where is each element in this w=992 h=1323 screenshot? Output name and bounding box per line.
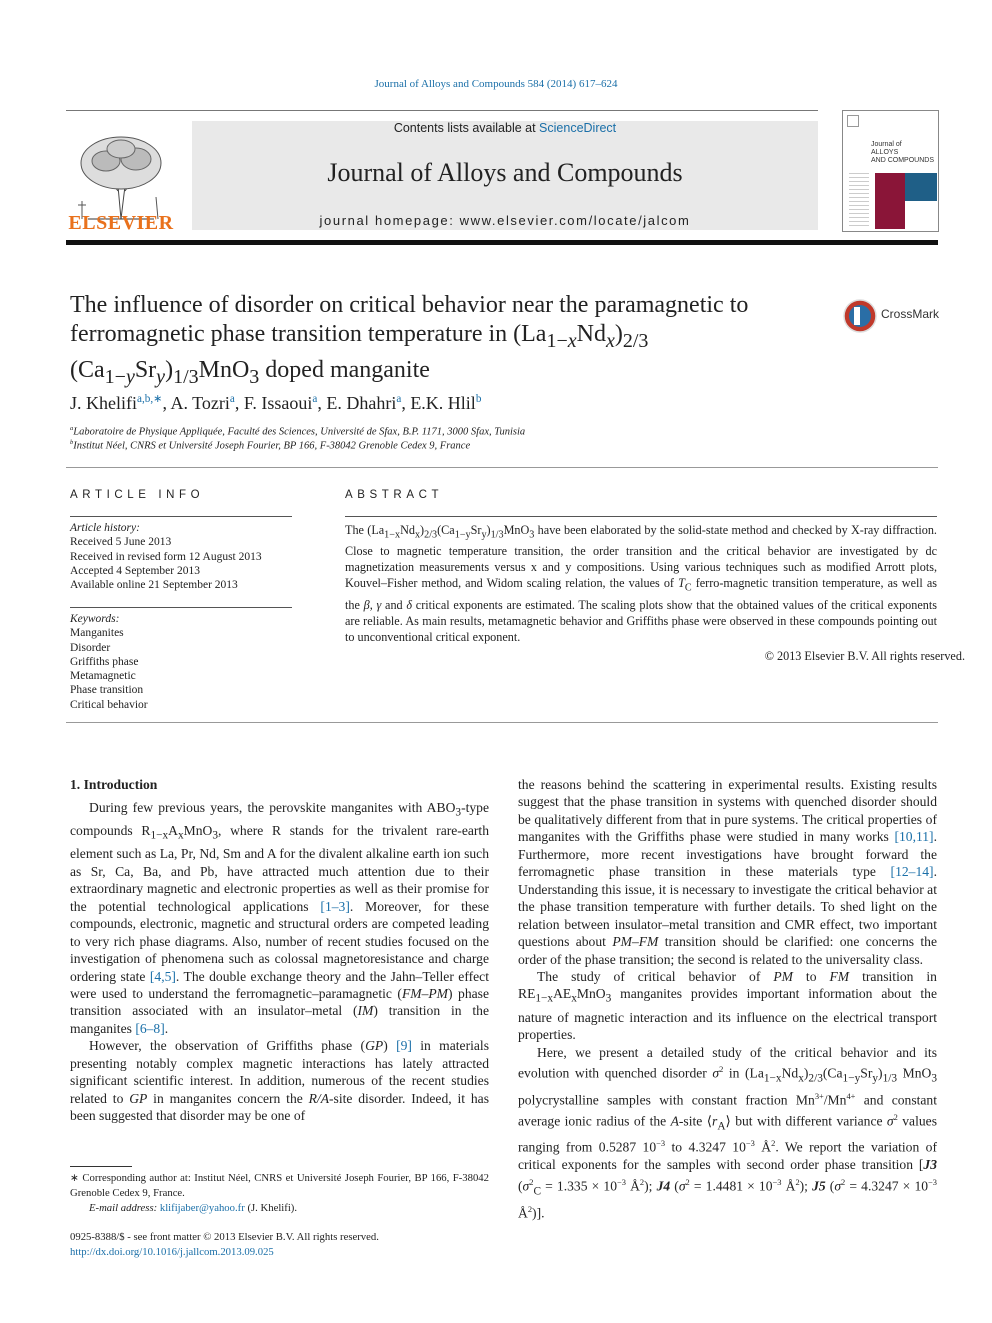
abstract-rule xyxy=(345,516,937,517)
paragraph: The study of critical behavior of PM to FM transition in $RE_{1-x}AE_xMnO_3$ manganites provides important information about the nature of magnetic interaction and its influence on the electrical transport properties. xyxy=(518,968,937,1043)
cover-line-3: AND COMPOUNDS xyxy=(871,157,935,164)
title-sub: 1/3 xyxy=(173,365,199,388)
title-text: Sr xyxy=(134,356,157,383)
title-sub-part: 1− xyxy=(546,329,568,352)
history-item: Received 5 June 2013 xyxy=(70,536,172,549)
title-sub xyxy=(546,330,576,352)
keyword: Phase transition xyxy=(70,684,144,697)
author-separator: , xyxy=(401,393,411,413)
paragraph: During few previous years, the perovskite manganites with $ABO_3$-type compounds $R_{1-x}A_xMnO_3$, where R stands for the trivalent rare-earth element such as La, Pr, Nd, Sm and A for the divalent alkaline earth ion such as Sr, Ca, Ba, and Pb, have attracted much attention due to their extraordinary magnetic and electronic properties as well as their promise for the potential technological applications [1–3]. Moreover, for these compounds, electronic, magnetic and structural orders are competed leading to very rich phase diagrams. Also, number of recent studies focused on the investigation of phenomena such as colossal magnetoresistance and charge ordering state [4,5]. The double exchange theory and the Jahn–Teller effect were used to understand the ferromagnetic–paramagnetic (FM–PM) phase transition associated with an insulator–metal (IM) transition in the manganites [6–8]. xyxy=(70,800,490,1036)
cover-title xyxy=(871,141,935,165)
footnote-corresponding xyxy=(70,1171,489,1201)
keyword: Critical behavior xyxy=(70,698,148,711)
title-text: The influence of disorder on critical behavior near the paramagnetic to ferromagnetic phase transition temperature in (La xyxy=(70,292,749,347)
cover-line-2: ALLOYS xyxy=(871,149,899,156)
body-column-right xyxy=(518,776,937,1221)
cover-red-block xyxy=(875,173,905,201)
article-history xyxy=(70,521,300,592)
email-label: E-mail address: xyxy=(89,1202,160,1214)
homepage-prefix: journal homepage: xyxy=(319,213,460,228)
bottom-info xyxy=(70,1230,489,1259)
author-affiliation-link[interactable]: a xyxy=(229,393,235,405)
author-name: E. Dhahri xyxy=(326,393,397,413)
keywords xyxy=(70,612,300,712)
citation-link[interactable]: [4,5] xyxy=(149,968,176,984)
author-separator: , xyxy=(234,393,244,413)
footnote-text: Corresponding author at: Institut Néel, CNRS et Université Joseph Fourier, BP 166, F-38042 Grenoble Cedex 9, France. xyxy=(70,1172,489,1199)
article-title xyxy=(70,291,810,392)
title-sub-var: y xyxy=(156,365,166,388)
body-column-left xyxy=(70,799,489,1125)
keyword: Disorder xyxy=(70,641,111,654)
author-affiliation-link[interactable]: b xyxy=(475,393,482,405)
article-info-rule xyxy=(70,607,292,608)
history-label: Article history: xyxy=(70,522,140,534)
author-name: F. Issaoui xyxy=(243,393,313,413)
footnote-rule xyxy=(70,1166,132,1167)
citation-link[interactable]: [1–3] xyxy=(320,898,350,914)
journal-reference-link[interactable]: Journal of Alloys and Compounds 584 (2014) 617–624 xyxy=(374,78,618,90)
abstract-text: The $(La_{1-x}Nd_x)_{2/3}(Ca_{1-y}Sr_y)_{1/3}MnO_3$ have been elaborated by the solid-state method and checked by X-ray diffraction. Close to magnetic temperature transition, the order transition and the critical behavior are investigated by dc magnetization measurements versus x and y compositions. Using various techniques such as modified Arrott plots, Kouvel–Fisher method, and Widom scaling relation, the values of $T_C$ ferro-magnetic transition temperature, as well as the β, γ and δ critical exponents are estimated. The scaling plots show that the obtained values of the critical exponents are reliable. As main results, metamagnetic behavior and Griffiths phase were observed in these compounds pointing out to unconventional critical exponent. xyxy=(345,523,937,644)
introduction-heading: 1. Introduction xyxy=(70,777,158,792)
section-rule xyxy=(66,467,938,468)
keyword: Griffiths phase xyxy=(70,655,139,668)
journal-title: Journal of Alloys and Compounds xyxy=(327,158,683,187)
crossmark-label: CrossMark xyxy=(881,307,940,321)
title-sub: 3 xyxy=(249,365,260,388)
journal-cover-thumbnail[interactable] xyxy=(842,110,939,232)
title-text: (Ca xyxy=(70,356,105,383)
author-affiliation-link[interactable]: a,b,∗ xyxy=(137,393,163,405)
author-name: E.K. Hlil xyxy=(410,393,476,413)
title-text: doped manganite xyxy=(259,356,430,383)
paragraph: However, the observation of Griffiths phase (GP) [9] in materials presenting notably complex magnetic interactions has lately attracted significant scientific interest. In addition, numerous of the recent studies related to GP in manganites concern the R/A-site disorder. Indeed, it has been suggested that disorder may be one of xyxy=(70,1038,489,1124)
author xyxy=(70,393,170,413)
affiliation-b xyxy=(70,439,470,452)
author xyxy=(410,393,481,413)
contents-line xyxy=(192,121,818,135)
citation-link[interactable]: [9] xyxy=(396,1038,412,1054)
journal-homepage xyxy=(192,213,818,228)
crossmark-icon xyxy=(842,298,878,334)
title-text: ) xyxy=(165,356,174,383)
title-text: Nd xyxy=(576,321,606,347)
paragraph: the reasons behind the scattering in experimental results. Existing results suggest that the phase transition in systems with quenched disorder should be qualitatively different from that in pure systems. The critical properties of manganites with the Griffiths phase were studied in many works [10,11]. Furthermore, more recent investigations have brought forward the ferromagnetic phase transition in these materials type [12–14]. Understanding this issue, it is necessary to investigate the critical behavior at the phase transition temperature with further details. To shed light on the relation between insulator–metal transition and CMR effect, two important questions about PM–FM transition should be clarified: one concerns the order of the phase transition; the second is related to the universality class. xyxy=(518,777,938,967)
author-affiliation-link[interactable]: a xyxy=(396,393,402,405)
email-link[interactable]: klifijaber@yahoo.fr xyxy=(159,1202,245,1214)
article-info-heading: ARTICLE INFO xyxy=(70,489,205,501)
title-sub-var: y xyxy=(125,365,135,388)
history-item: Received in revised form 12 August 2013 xyxy=(70,550,262,563)
author xyxy=(326,393,410,413)
cover-red-block-2 xyxy=(875,201,905,229)
affiliation-mark: b xyxy=(70,439,74,446)
abstract-copyright: © 2013 Elsevier B.V. All rights reserved. xyxy=(764,649,965,663)
footnote-mark: ∗ xyxy=(70,1172,79,1184)
sciencedirect-link[interactable]: ScienceDirect xyxy=(539,121,617,135)
cover-logo-icon xyxy=(847,115,859,127)
affiliation-text: Institut Néel, CNRS et Université Joseph Fourier, BP 166, F-38042 Grenoble Cedex 9, France xyxy=(73,440,471,452)
footnote-email xyxy=(70,1201,489,1216)
keywords-label: Keywords: xyxy=(70,613,120,625)
title-text: ) xyxy=(614,321,623,347)
cover-blue-block xyxy=(905,173,937,201)
article-info-rule xyxy=(70,516,292,517)
title-text: MnO xyxy=(198,356,250,383)
issn-line: 0925-8388/$ - see front matter © 2013 Elsevier B.V. All rights reserved. xyxy=(70,1231,379,1243)
keyword: Manganites xyxy=(70,627,124,640)
homepage-url-link[interactable]: www.elsevier.com/locate/jalcom xyxy=(459,213,691,228)
section-rule xyxy=(66,722,938,723)
title-sub-var: x xyxy=(567,329,577,352)
elsevier-wordmark: ELSEVIER xyxy=(68,212,174,234)
abstract-heading: ABSTRACT xyxy=(345,489,444,501)
author xyxy=(244,393,327,413)
author xyxy=(170,393,243,413)
paragraph: Here, we present a detailed study of the critical behavior and its evolution with quenched disorder $\sigma^2$ in $(La_{1-x}Nd_x)_{2/3}(Ca_{1-y}Sr_y)_{1/3}$ MnO$_3$ polycrystalline samples with constant fraction $Mn^{3+}/Mn^{4+}$ and constant average ionic radius of the A-site $⟨r_A⟩$ but with different variance $\sigma^2$ values ranging from 0.5287 $10^{-3}$ to 4.3247 $10^{-3}$ $Å^2$. We report the variation of critical exponents for the samples with second order phase transition [J3 ($\sigma^2_C = 1.335 \times 10^{-3}$ $Å^2$); J4 ($\sigma^2 = 1.4481 \times 10^{-3}$ $Å^2$); J5 ($\sigma^2 = 4.3247 \times 10^{-3}$ $Å^2$)]. xyxy=(518,1044,938,1221)
affiliation-mark: a xyxy=(70,425,74,432)
header-thick-rule xyxy=(66,240,938,245)
title-sub-part: 1− xyxy=(104,365,126,388)
author-separator: , xyxy=(317,393,327,413)
author-name: J. Khelifi xyxy=(70,393,137,413)
author-separator: , xyxy=(162,393,171,413)
cover-text-lines xyxy=(849,173,869,227)
keyword: Metamagnetic xyxy=(70,670,136,683)
title-sub: 2/3 xyxy=(622,329,649,352)
author-affiliation-link[interactable]: a xyxy=(312,393,318,405)
history-item: Accepted 4 September 2013 xyxy=(70,564,200,577)
citation-link[interactable]: [10,11] xyxy=(894,829,934,845)
crossmark-button[interactable] xyxy=(842,298,942,334)
title-sub-var: x xyxy=(605,329,615,352)
header-top-rule xyxy=(66,110,818,111)
citation-link[interactable]: [12–14] xyxy=(890,864,934,880)
corresponding-author-footnote xyxy=(70,1171,489,1216)
affiliation-text: Laboratoire de Physique Appliquée, Faculté des Sciences, Université de Sfax, B.P. 1171, 3000 Sfax, Tunisia xyxy=(73,426,526,438)
citation-link[interactable]: [6–8] xyxy=(135,1020,165,1036)
author-list xyxy=(70,392,481,414)
affiliation-a xyxy=(70,425,525,438)
contents-prefix: Contents lists available at xyxy=(393,121,540,135)
author-name: A. Tozri xyxy=(170,393,230,413)
doi-link[interactable]: http://dx.doi.org/10.1016/j.jallcom.2013.09.025 xyxy=(70,1245,274,1258)
email-suffix: (J. Khelifi). xyxy=(244,1202,298,1214)
history-item: Available online 21 September 2013 xyxy=(70,579,238,592)
cover-line-1: Journal of xyxy=(871,141,902,148)
